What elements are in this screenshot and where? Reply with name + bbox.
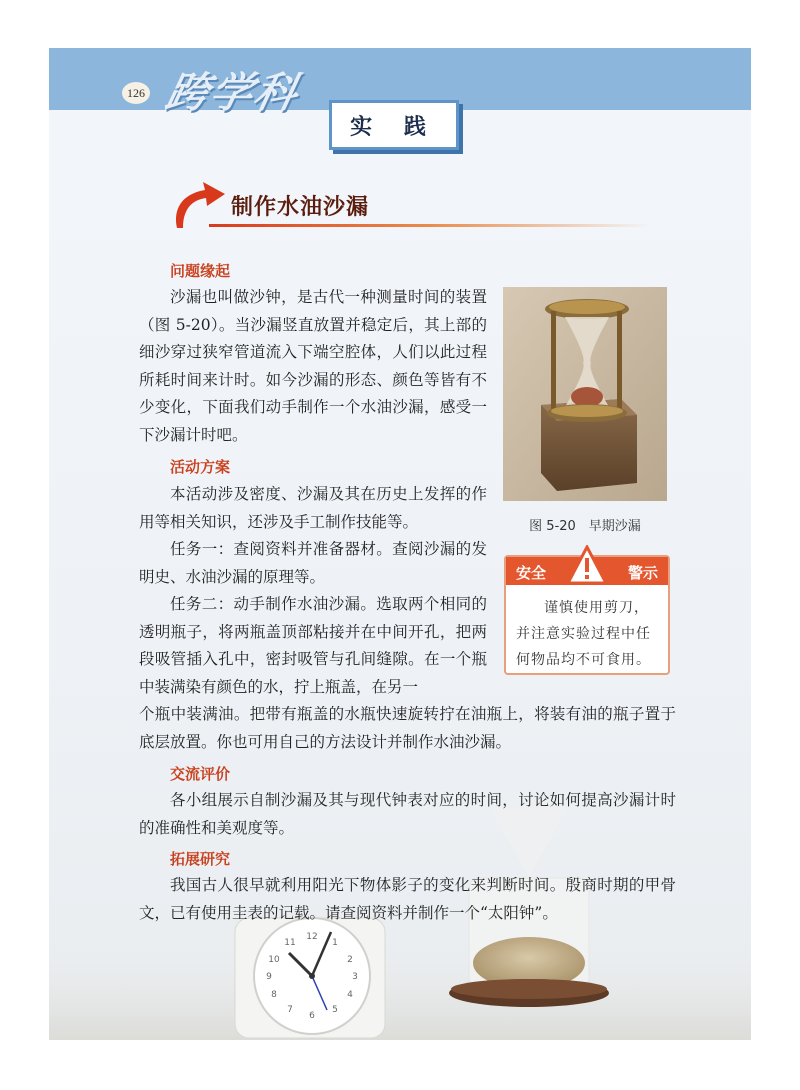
clock-number-1: 1 bbox=[332, 938, 338, 948]
clock-number-5: 5 bbox=[332, 1005, 338, 1015]
page-number: 126 bbox=[122, 82, 150, 104]
warning-label-left: 安全 bbox=[516, 564, 547, 582]
clock-number-4: 4 bbox=[347, 990, 353, 1000]
clock-number-2: 2 bbox=[347, 955, 353, 965]
clock-number-3: 3 bbox=[352, 972, 358, 982]
paragraph-extension: 我国古人很早就利用阳光下物体影子的变化来判断时间。殷商时期的甲骨文，已有使用圭表的记载。请查阅资料并制作一个“太阳钟”。 bbox=[139, 876, 676, 922]
figure-caption: 图 5-20 早期沙漏 bbox=[529, 519, 641, 534]
clock-number-8: 8 bbox=[271, 990, 277, 1000]
clock-number-10: 10 bbox=[268, 955, 280, 965]
section-heading-origin: 问题缘起 bbox=[170, 262, 231, 280]
safety-warning-box bbox=[504, 555, 670, 675]
paragraph-origin: 沙漏也叫做沙钟，是古代一种测量时间的装置（图 5-20）。当沙漏竖直放置并稳定后，其上部的细沙穿过狭窄管道流入下端空腔体，人们以此过程所耗时间来计时。如今沙漏的形态、颜色等皆有不少变化，下面我们动手制作一个水油沙漏，感受一下沙漏计时吧。 bbox=[139, 288, 487, 444]
textbook-page bbox=[49, 48, 751, 1040]
hourglass-photo bbox=[503, 287, 667, 501]
paragraph-plan-intro: 本活动涉及密度、沙漏及其在历史上发挥的作用等相关知识，还涉及手工制作技能等。 bbox=[139, 485, 487, 531]
hourglass-illustration bbox=[503, 287, 667, 501]
clock-number-12: 12 bbox=[306, 932, 318, 942]
title-underline bbox=[209, 224, 649, 227]
paragraph-task-one: 任务一：查阅资料并准备器材。查阅沙漏的发明史、水油沙漏的原理等。 bbox=[139, 540, 487, 586]
clock-number-6: 6 bbox=[309, 1011, 315, 1021]
section-heading-evaluation: 交流评价 bbox=[170, 765, 231, 783]
warning-icon bbox=[566, 545, 608, 585]
section-label: 实 践 bbox=[329, 100, 459, 150]
paragraph-task-two-continued: 个瓶中装满油。把带有瓶盖的水瓶快速旋转拧在油瓶上，将装有油的瓶子置于底层放置。你也可用自己的方法设计并制作水油沙漏。 bbox=[139, 705, 676, 751]
paragraph-task-two: 任务二：动手制作水油沙漏。选取两个相同的透明瓶子，将两瓶盖顶部粘接并在中间开孔，把两段吸管插入孔中，密封吸管与孔间缝隙。在一个瓶中装满染有颜色的水，拧上瓶盖，在另一 bbox=[139, 595, 487, 696]
section-heading-plan: 活动方案 bbox=[170, 458, 231, 476]
warning-text: 谨慎使用剪刀，并注意实验过程中任何物品均不可食用。 bbox=[516, 600, 651, 668]
clock-number-11: 11 bbox=[284, 938, 296, 948]
clock-number-9: 9 bbox=[266, 972, 272, 982]
section-heading-extension: 拓展研究 bbox=[170, 850, 231, 868]
curved-arrow-icon bbox=[169, 180, 229, 230]
clock-number-7: 7 bbox=[287, 1005, 293, 1015]
warning-label-right: 警示 bbox=[627, 564, 658, 582]
lesson-title-block bbox=[169, 180, 649, 230]
paragraph-evaluation: 各小组展示自制沙漏及其与现代钟表对应的时间，讨论如何提高沙漏计时的准确性和美观度等。 bbox=[139, 791, 676, 837]
lesson-title: 制作水油沙漏 bbox=[231, 195, 370, 220]
series-title: 跨学科 bbox=[161, 68, 304, 117]
